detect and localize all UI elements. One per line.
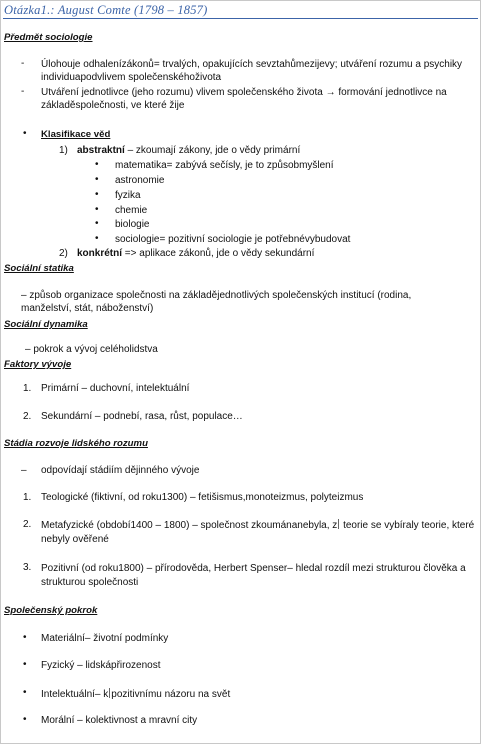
list-item-text: Metafyzické (období1400 – 1800) – společnost zkoumánanebyla, z [41,520,338,531]
paragraph: – pokrok a vývoj celéholidstva [25,344,158,355]
bullet-marker: • [95,233,99,244]
list-item-text: teorie se vybíraly teorie, které nebyly ověřené [41,520,475,545]
bullet-marker: • [23,659,27,670]
list-item [41,688,230,700]
bullet-marker: • [23,632,27,643]
heading-faktory-vyvoje: Faktory vývoje [4,359,72,370]
term-label: abstraktní [77,145,125,156]
bullet-marker: • [23,714,27,725]
title-underline-rule [3,18,478,19]
number-marker: 1. [23,492,32,503]
bullet-marker: • [23,128,27,139]
heading-klasifikace-ved: Klasifikace věd [41,129,111,140]
list-item: sociologie= pozitivní sociologie je potřebnévybudovat [115,234,351,245]
term-label: konkrétní [77,248,123,259]
bullet-marker: • [95,174,99,185]
bullet-marker: • [95,189,99,200]
list-item: Sekundární – podnebí, rasa, růst, populace… [41,411,243,422]
dash-marker: – [21,465,27,476]
number-marker: 2. [23,519,32,530]
dash-marker: - [21,58,25,69]
number-marker: 1. [23,383,32,394]
list-item-text: pozitivnímu názoru na svět [111,689,231,700]
bullet-marker: • [95,218,99,229]
list-item: chemie [115,205,148,216]
heading-predmet-sociologie: Předmět sociologie [4,32,93,43]
document-title: Otázka1.: August Comte (1798 – 1857) [4,3,208,17]
heading-stadia-rozvoje: Stádia rozvoje lidského rozumu [4,438,148,449]
heading-socialni-dynamika: Sociální dynamika [4,319,88,330]
term-description: – zkoumají zákony, jde o vědy primární [124,145,301,156]
bullet-marker: • [23,687,27,698]
list-item: Teologické (fiktivní, od roku1300) – fetišismus,monoteizmus, polyteizmus [41,492,364,503]
list-item-text: Intelektuální– k [41,689,109,700]
bullet-marker: • [95,204,99,215]
dash-marker: - [21,86,25,97]
number-marker: 2) [59,248,68,259]
heading-socialni-statika: Sociální statika [4,263,74,274]
list-item [77,145,300,156]
list-item [41,519,477,547]
list-item: Fyzický – lidskápřirozenost [41,660,161,671]
term-description: => aplikace zákonů, jde o vědy sekundární [122,248,315,259]
bullet-marker: • [95,159,99,170]
number-marker: 3. [23,562,32,573]
list-item: Úlohouje odhalenízákonů= trvalých, opakujících sevztahůmezijevy; utváření rozumu a psychiky individuapodvlivem společenskéhoživota [41,59,463,83]
number-marker: 2. [23,411,32,422]
list-item: Materiální– životní podmínky [41,633,169,644]
heading-spolecensky-pokrok: Společenský pokrok [4,605,98,616]
list-item: Morální – kolektivnost a mravní city [41,715,198,726]
list-item: matematika= zabývá sečísly, je to způsobmyšlení [115,160,334,171]
number-marker: 1) [59,145,68,156]
list-item: odpovídají stádiím dějinného vývoje [41,465,200,476]
list-item: biologie [115,219,150,230]
list-item: Utváření jednotlivce (jeho rozumu) vlivem společenského života → formování jednotlivce na základěspolečnosti, ve které žije [41,87,447,111]
list-item: fyzika [115,190,141,201]
list-item [77,248,314,259]
list-item: Pozitivní (od roku1800) – přírodověda, Herbert Spenser– hledal rozdíl mezi strukturou člověka a strukturou společnosti [41,563,466,588]
list-item: Primární – duchovní, intelektuální [41,383,190,394]
paragraph: – způsob organizace společnosti na základějednotlivých společenských institucí (rodina, manželství, stát, náboženství) [21,290,412,314]
list-item: astronomie [115,175,165,186]
